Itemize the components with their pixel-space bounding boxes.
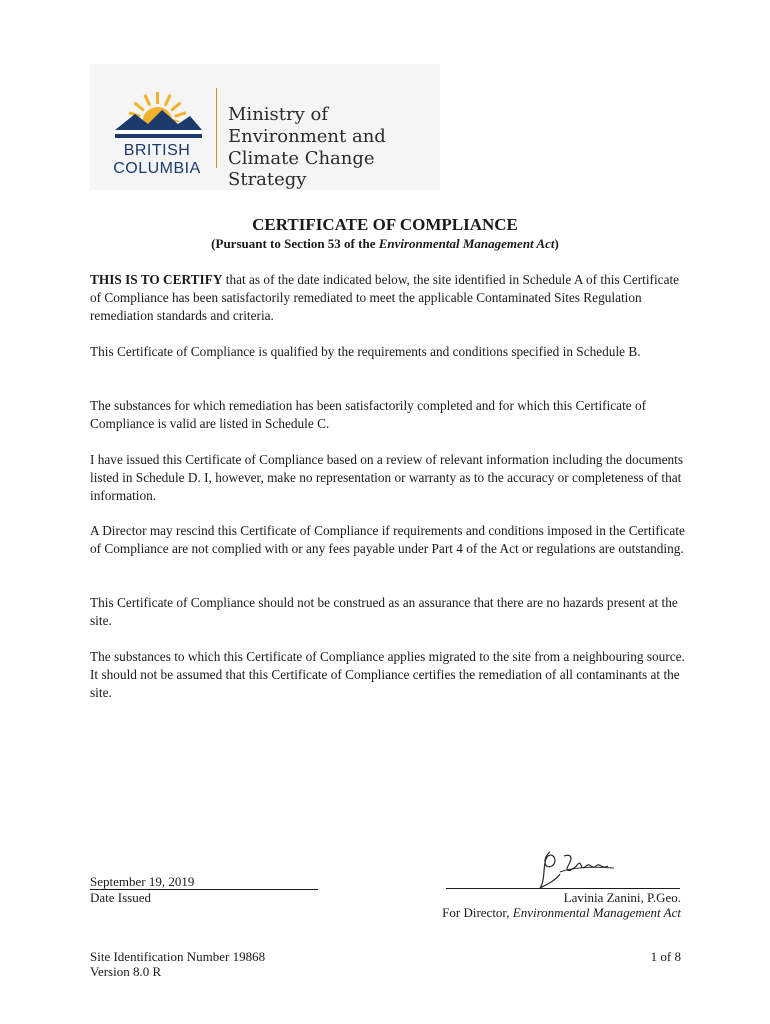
- date-issued-label: Date Issued: [90, 890, 152, 905]
- ministry-name-line3: Climate Change Strategy: [228, 148, 375, 190]
- subtitle-prefix: (Pursuant to Section 53 of the: [211, 236, 379, 251]
- signer-title: [442, 905, 681, 921]
- paragraph-schedule-b: This Certificate of Compliance is qualified by the requirements and conditions specified in Schedule B.: [90, 344, 641, 359]
- date-issued-value: September 19, 2019: [90, 874, 318, 890]
- signer-title-act: Environmental Management Act: [512, 905, 681, 920]
- ministry-name-line1: Ministry of: [228, 104, 329, 125]
- paragraph-no-assurance: This Certificate of Compliance should not be construed as an assurance that there are no hazards present at the site.: [90, 595, 678, 628]
- bc-sun-mountain-icon: [110, 84, 205, 144]
- certify-lead: THIS IS TO CERTIFY: [90, 272, 223, 287]
- certify-text: that as of the date indicated below, the site identified in Schedule A of this Certificate of Compliance has been satisfactorily remediated to meet the applicable Contaminated Sites Regulation remediation standards and criteria.: [90, 272, 680, 323]
- signer-name: Lavinia Zanini, P.Geo.: [563, 890, 681, 905]
- certificate-subtitle: [0, 236, 770, 252]
- paragraph-schedule-d: I have issued this Certificate of Compliance based on a review of relevant information including the documents listed in Schedule D. I, however, make no representation or warranty as to the accuracy or completeness of that information.: [90, 452, 684, 503]
- subtitle-act: Environmental Management Act: [378, 236, 555, 251]
- paragraph-certify: [90, 271, 685, 325]
- site-identification-number: Site Identification Number 19868: [90, 949, 266, 964]
- paragraph-schedule-c: The substances for which remediation has been satisfactorily completed and for which this Certificate of Compliance is valid are listed in Schedule C.: [90, 398, 647, 431]
- logo-divider: [216, 88, 217, 168]
- paragraph-rescind: A Director may rescind this Certificate of Compliance if requirements and conditions imposed in the Certificate of Compliance are not complied with or any fees payable under Part 4 of the Act or regulations are outstanding.: [90, 523, 685, 556]
- signature-line: [446, 888, 680, 889]
- ministry-name-line2: Environment and: [228, 126, 386, 147]
- document-version: Version 8.0 R: [90, 964, 162, 979]
- signer-title-prefix: For Director,: [442, 905, 513, 920]
- page-number: 1 of 8: [650, 949, 681, 964]
- subtitle-suffix: ): [554, 236, 559, 251]
- handwritten-signature: [530, 844, 620, 894]
- logo-british: BRITISH: [123, 142, 191, 159]
- logo-columbia: COLUMBIA: [113, 160, 201, 177]
- certificate-title: CERTIFICATE OF COMPLIANCE: [252, 215, 518, 234]
- ministry-logo: [90, 64, 440, 190]
- paragraph-migrated: The substances to which this Certificate of Compliance applies migrated to the site from a neighbouring source. It should not be assumed that this Certificate of Compliance certifies the remediation of all contaminants at the site.: [90, 649, 685, 700]
